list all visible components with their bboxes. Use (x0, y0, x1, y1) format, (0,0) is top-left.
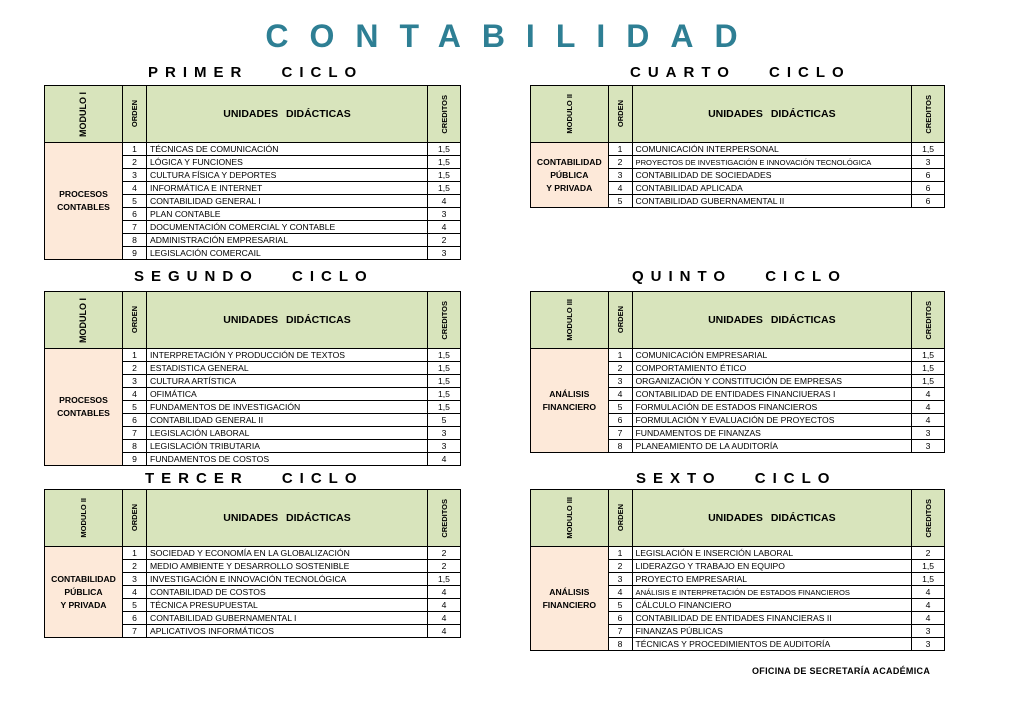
order-label: ORDEN (615, 100, 625, 128)
credits-cell: 1,5 (428, 182, 461, 195)
credits-cell: 1,5 (428, 143, 461, 156)
units-header: UNIDADES DIDÁCTICAS (632, 86, 912, 143)
credits-cell: 1,5 (912, 560, 945, 573)
module-name-line: FINANCIERO (542, 599, 597, 610)
unit-name-cell: LEGISLACIÓN LABORAL (147, 427, 428, 440)
unit-name-cell: PLAN CONTABLE (147, 208, 428, 221)
unit-name-cell: CONTABILIDAD GENERAL I (147, 195, 428, 208)
unit-name-cell: MEDIO AMBIENTE Y DESARROLLO SOSTENIBLE (147, 560, 428, 573)
units-header: UNIDADES DIDÁCTICAS (147, 292, 428, 349)
order-cell: 5 (123, 401, 147, 414)
credits-header (428, 292, 461, 349)
order-cell: 8 (123, 234, 147, 247)
module-name-line: ANÁLISIS (549, 388, 590, 399)
module-name-line: ANÁLISIS (549, 586, 590, 597)
unit-name-cell: LEGISLACIÓN TRIBUTARIA (147, 440, 428, 453)
module-name-line: PROCESOS (59, 189, 108, 199)
curriculum-table (44, 489, 461, 638)
module-name-line: PÚBLICA (550, 169, 589, 180)
credits-cell: 4 (428, 586, 461, 599)
credits-cell: 3 (912, 427, 945, 440)
order-cell: 4 (608, 586, 632, 599)
credits-header (428, 86, 461, 143)
order-cell: 7 (608, 427, 632, 440)
order-cell: 8 (608, 440, 632, 453)
order-cell: 6 (123, 414, 147, 427)
module-label: MODULO I (78, 297, 88, 343)
unit-name-cell: TÉCNICA PRESUPUESTAL (147, 599, 428, 612)
unit-name-cell: ORGANIZACIÓN Y CONSTITUCIÓN DE EMPRESAS (632, 375, 912, 388)
module-label: MODULO I (78, 91, 88, 137)
unit-name-cell: CONTABILIDAD GENERAL II (147, 414, 428, 427)
unit-name-cell: ADMINISTRACIÓN EMPRESARIAL (147, 234, 428, 247)
unit-name-cell: ANÁLISIS E INTERPRETACIÓN DE ESTADOS FINANCIEROS (632, 586, 912, 599)
module-name-cell (531, 143, 609, 208)
credits-label: CREDITOS (923, 94, 933, 134)
unit-name-cell: CONTABILIDAD DE COSTOS (147, 586, 428, 599)
credits-label: CREDITOS (923, 498, 933, 538)
order-cell: 5 (608, 195, 632, 208)
curriculum-table (530, 85, 945, 208)
unit-name-cell: COMPORTAMIENTO ÉTICO (632, 362, 912, 375)
units-header: UNIDADES DIDÁCTICAS (147, 86, 428, 143)
credits-header (912, 292, 945, 349)
unit-name-cell: FORMULACIÓN Y EVALUACIÓN DE PROYECTOS (632, 414, 912, 427)
credits-cell: 2 (912, 547, 945, 560)
order-cell: 6 (608, 612, 632, 625)
credits-cell: 4 (428, 599, 461, 612)
units-header: UNIDADES DIDÁCTICAS (632, 292, 912, 349)
order-label: ORDEN (615, 306, 625, 334)
credits-cell: 1,5 (428, 375, 461, 388)
unit-name-cell: APLICATIVOS INFORMÁTICOS (147, 625, 428, 638)
credits-cell: 1,5 (428, 156, 461, 169)
order-header (123, 292, 147, 349)
order-cell: 6 (123, 208, 147, 221)
table-row (45, 547, 461, 560)
credits-cell: 4 (912, 401, 945, 414)
cycle-title: CUARTO CICLO (630, 64, 851, 81)
order-cell: 1 (608, 143, 632, 156)
order-cell: 4 (123, 182, 147, 195)
unit-name-cell: INFORMÁTICA E INTERNET (147, 182, 428, 195)
order-header (123, 490, 147, 547)
credits-cell: 4 (428, 625, 461, 638)
order-cell: 8 (123, 440, 147, 453)
credits-cell: 1,5 (428, 388, 461, 401)
order-cell: 1 (123, 143, 147, 156)
module-name-cell (45, 143, 123, 260)
credits-cell: 3 (912, 156, 945, 169)
unit-name-cell: INVESTIGACIÓN E INNOVACIÓN TECNOLÓGICA (147, 573, 428, 586)
unit-name-cell: PROYECTOS DE INVESTIGACIÓN E INNOVACIÓN TECNOLÓGICA (632, 156, 912, 169)
unit-name-cell: TÉCNICAS DE COMUNICACIÓN (147, 143, 428, 156)
unit-name-cell: LIDERAZGO Y TRABAJO EN EQUIPO (632, 560, 912, 573)
order-cell: 9 (123, 453, 147, 466)
credits-header (428, 490, 461, 547)
credits-cell: 2 (428, 234, 461, 247)
unit-name-cell: CONTABILIDAD APLICADA (632, 182, 912, 195)
module-name-cell (45, 547, 123, 638)
order-cell: 3 (608, 375, 632, 388)
credits-cell: 1,5 (428, 349, 461, 362)
credits-label: CREDITOS (439, 300, 449, 340)
credits-cell: 2 (428, 560, 461, 573)
unit-name-cell: CULTURA ARTÍSTICA (147, 375, 428, 388)
credits-cell: 5 (428, 414, 461, 427)
order-label: ORDEN (130, 100, 139, 128)
unit-name-cell: COMUNICACIÓN INTERPERSONAL (632, 143, 912, 156)
unit-name-cell: LÓGICA Y FUNCIONES (147, 156, 428, 169)
order-cell: 7 (123, 221, 147, 234)
module-name-cell (531, 349, 609, 453)
credits-cell: 2 (428, 547, 461, 560)
credits-cell: 6 (912, 182, 945, 195)
credits-cell: 4 (428, 612, 461, 625)
module-name-cell (45, 349, 123, 466)
curriculum-table (530, 489, 945, 651)
credits-header (912, 490, 945, 547)
credits-cell: 3 (912, 440, 945, 453)
credits-cell: 1,5 (912, 143, 945, 156)
curriculum-table (44, 85, 461, 260)
credits-header (912, 86, 945, 143)
order-cell: 3 (123, 169, 147, 182)
credits-cell: 1,5 (912, 573, 945, 586)
unit-name-cell: FUNDAMENTOS DE INVESTIGACIÓN (147, 401, 428, 414)
unit-name-cell: CONTABILIDAD DE ENTIDADES FINANCIUERAS I (632, 388, 912, 401)
order-cell: 1 (123, 349, 147, 362)
order-label: ORDEN (615, 504, 625, 532)
order-cell: 5 (123, 599, 147, 612)
unit-name-cell: CULTURA FÍSICA Y DEPORTES (147, 169, 428, 182)
module-name-line: Y PRIVADA (60, 599, 107, 610)
credits-label: CREDITOS (923, 300, 933, 340)
order-cell: 1 (608, 547, 632, 560)
order-cell: 2 (608, 560, 632, 573)
module-name-line: CONTABILIDAD (51, 573, 116, 584)
credits-label: CREDITOS (439, 498, 449, 538)
order-cell: 3 (608, 573, 632, 586)
module-header (531, 490, 609, 547)
order-cell: 2 (608, 362, 632, 375)
unit-name-cell: CONTABILIDAD GUBERNAMENTAL I (147, 612, 428, 625)
credits-cell: 1,5 (428, 573, 461, 586)
credits-cell: 1,5 (428, 401, 461, 414)
module-label: MODULO II (79, 498, 88, 538)
credits-cell: 1,5 (428, 362, 461, 375)
order-label: ORDEN (130, 306, 139, 334)
order-cell: 4 (608, 388, 632, 401)
footer-office: OFICINA DE SECRETARÍA ACADÉMICA (752, 666, 931, 676)
module-header (531, 292, 609, 349)
unit-name-cell: FUNDAMENTOS DE FINANZAS (632, 427, 912, 440)
table-row (531, 143, 945, 156)
unit-name-cell: SOCIEDAD Y ECONOMÍA EN LA GLOBALIZACIÓN (147, 547, 428, 560)
unit-name-cell: LEGISLACIÓN COMERCAIL (147, 247, 428, 260)
module-header (45, 292, 123, 349)
order-cell: 7 (123, 625, 147, 638)
unit-name-cell: PLANEAMIENTO DE LA AUDITORÍA (632, 440, 912, 453)
module-name-line: Y PRIVADA (546, 182, 593, 193)
unit-name-cell: LEGISLACIÓN E INSERCIÓN LABORAL (632, 547, 912, 560)
order-cell: 6 (608, 414, 632, 427)
unit-name-cell: CONTABILIDAD DE ENTIDADES FINANCIERAS II (632, 612, 912, 625)
credits-cell: 4 (912, 414, 945, 427)
module-name-line: CONTABLES (57, 408, 110, 418)
credits-cell: 6 (912, 169, 945, 182)
credits-cell: 4 (428, 221, 461, 234)
credits-cell: 3 (428, 427, 461, 440)
unit-name-cell: FINANZAS PÚBLICAS (632, 625, 912, 638)
order-cell: 1 (123, 547, 147, 560)
table-row (45, 143, 461, 156)
order-cell: 4 (123, 388, 147, 401)
order-cell: 7 (608, 625, 632, 638)
unit-name-cell: COMUNICACIÓN EMPRESARIAL (632, 349, 912, 362)
module-name-line: PROCESOS (59, 395, 108, 405)
cycle-title: SEGUNDO CICLO (134, 268, 374, 285)
unit-name-cell: ESTADISTICA GENERAL (147, 362, 428, 375)
module-header (45, 86, 123, 143)
module-label: MODULO III (564, 497, 574, 539)
credits-cell: 3 (912, 638, 945, 651)
module-name-line: FINANCIERO (542, 401, 597, 412)
curriculum-table (44, 291, 461, 466)
credits-cell: 1,5 (912, 349, 945, 362)
cycle-title: SEXTO CICLO (636, 470, 837, 487)
order-cell: 3 (123, 375, 147, 388)
credits-cell: 4 (428, 195, 461, 208)
unit-name-cell: PROYECTO EMPRESARIAL (632, 573, 912, 586)
units-header: UNIDADES DIDÁCTICAS (147, 490, 428, 547)
credits-cell: 4 (912, 586, 945, 599)
cycle-title: TERCER CICLO (145, 470, 364, 487)
order-cell: 7 (123, 427, 147, 440)
order-cell: 4 (123, 586, 147, 599)
order-cell: 3 (123, 573, 147, 586)
order-cell: 2 (123, 560, 147, 573)
table-row (531, 547, 945, 560)
module-label: MODULO III (564, 299, 574, 341)
module-name-line: CONTABLES (57, 202, 110, 212)
order-cell: 5 (608, 599, 632, 612)
module-name-line: CONTABILIDAD (536, 156, 602, 167)
module-name-cell (531, 547, 609, 651)
order-cell: 1 (608, 349, 632, 362)
credits-cell: 4 (912, 599, 945, 612)
order-cell: 6 (123, 612, 147, 625)
order-cell: 8 (608, 638, 632, 651)
order-cell: 2 (608, 156, 632, 169)
credits-cell: 3 (428, 247, 461, 260)
cycle-title: QUINTO CICLO (632, 268, 847, 285)
order-header (123, 86, 147, 143)
order-label: ORDEN (130, 504, 139, 532)
credits-cell: 3 (428, 440, 461, 453)
unit-name-cell: INTERPRETACIÓN Y PRODUCCIÓN DE TEXTOS (147, 349, 428, 362)
unit-name-cell: FUNDAMENTOS DE COSTOS (147, 453, 428, 466)
table-row (531, 349, 945, 362)
page-title: CONTABILIDAD (265, 18, 759, 54)
credits-cell: 1,5 (428, 169, 461, 182)
credits-cell: 4 (912, 612, 945, 625)
order-cell: 5 (123, 195, 147, 208)
order-cell: 3 (608, 169, 632, 182)
order-cell: 9 (123, 247, 147, 260)
unit-name-cell: FORMULACIÓN DE ESTADOS FINANCIEROS (632, 401, 912, 414)
order-cell: 2 (123, 156, 147, 169)
module-header (45, 490, 123, 547)
module-label: MODULO II (564, 94, 574, 134)
credits-cell: 4 (428, 453, 461, 466)
credits-cell: 1,5 (912, 375, 945, 388)
order-cell: 2 (123, 362, 147, 375)
unit-name-cell: CONTABILIDAD GUBERNAMENTAL II (632, 195, 912, 208)
credits-cell: 4 (912, 388, 945, 401)
units-header: UNIDADES DIDÁCTICAS (632, 490, 912, 547)
unit-name-cell: OFIMÁTICA (147, 388, 428, 401)
order-cell: 5 (608, 401, 632, 414)
cycle-title: PRIMER CICLO (148, 64, 364, 81)
credits-cell: 6 (912, 195, 945, 208)
credits-cell: 3 (912, 625, 945, 638)
order-cell: 4 (608, 182, 632, 195)
unit-name-cell: DOCUMENTACIÓN COMERCIAL Y CONTABLE (147, 221, 428, 234)
curriculum-table (530, 291, 945, 453)
credits-cell: 1,5 (912, 362, 945, 375)
order-header (608, 292, 632, 349)
order-header (608, 490, 632, 547)
unit-name-cell: CONTABILIDAD DE SOCIEDADES (632, 169, 912, 182)
order-header (608, 86, 632, 143)
table-row (45, 349, 461, 362)
module-header (531, 86, 609, 143)
unit-name-cell: CÁLCULO FINANCIERO (632, 599, 912, 612)
credits-label: CREDITOS (439, 94, 449, 134)
unit-name-cell: TÉCNICAS Y PROCEDIMIENTOS DE AUDITORÍA (632, 638, 912, 651)
module-name-line: PÚBLICA (64, 586, 103, 597)
credits-cell: 3 (428, 208, 461, 221)
